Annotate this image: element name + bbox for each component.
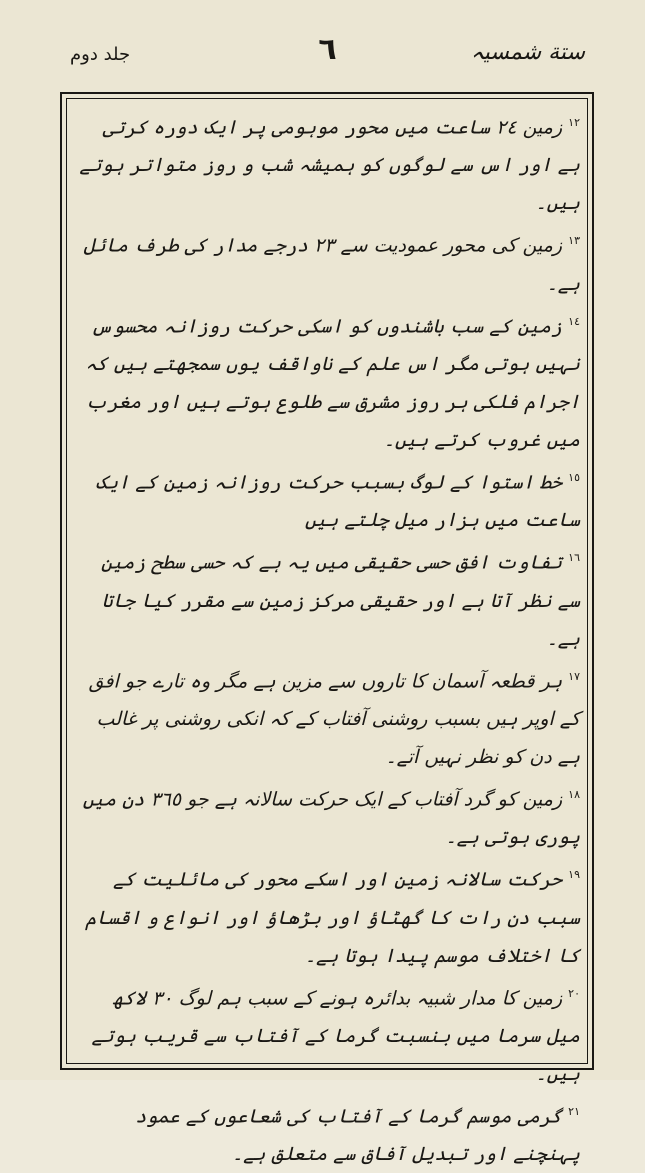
paragraph-text: تفاوت افق حسی حقیقی میں یہ ہے کہ حسی سطح زمین سے نظر آتا ہے اور حقیقی مرکز زمین سے مقرر کیا جاتا ہے۔ bbox=[100, 551, 580, 650]
paragraph-text: زمین کی محور عمودیت سے ٢٣ درجے مدار کی طرف مائل ہے۔ bbox=[83, 234, 580, 295]
body-text bbox=[78, 104, 580, 1173]
paragraph-number: ١٦ bbox=[568, 551, 580, 565]
paragraph-text: زمین کا مدار شبیہ بدائرہ ہونے کے سبب ہم لوگ ٣٠ لاکھ میل سرما میں بنسبت گرما کے آفتاب سے قریب ہوتے ہیں۔ bbox=[91, 986, 580, 1085]
paragraph-21 bbox=[78, 1093, 580, 1173]
paragraph-text: زمین کے سب باشندوں کو اسکی حرکت روزانہ محسوس نہیں ہوتی مگر اس علم کے ناواقف یوں سمجھتے ہیں کہ اجرام فلکی ہر روز مشرق سے طلوع ہوتے ہیں اور مغرب میں غروب کرتے ہیں۔ bbox=[85, 314, 580, 451]
paragraph-number: ١٤ bbox=[568, 314, 580, 328]
paragraph-number: ٢١ bbox=[568, 1104, 580, 1118]
page-number: ٦ bbox=[318, 32, 337, 67]
paragraph-text: ہر قطعہ آسمان کا تاروں سے مزین ہے مگر وہ تارے جو افق کے اوپر ہیں بسبب روشنی آفتاب کے کہ انکی روشنی پر غالب ہے دن کو نظر نہیں آتے۔ bbox=[88, 669, 580, 768]
paragraph-number: ١٨ bbox=[568, 787, 580, 801]
paragraph-15 bbox=[78, 459, 580, 539]
paragraph-17 bbox=[78, 658, 580, 776]
paragraph-text: حرکت سالانہ زمین اور اسکے محور کی مائلیت کے سبب دن رات کا گھٹاؤ اور بڑھاؤ اور انواع و اقسام کا اختلاف موسم پیدا ہوتا ہے۔ bbox=[85, 868, 580, 967]
book-title: ستة شمسیہ bbox=[470, 40, 585, 65]
paragraph-number: ٢٠ bbox=[568, 986, 580, 1000]
paragraph-19 bbox=[78, 856, 580, 974]
paragraph-text: زمین ٢٤ ساعت میں محور موہومی پر ایک دورہ کرتی ہے اور اس سے لوگوں کو ہمیشہ شب و روز متواتر ہوتے ہیں۔ bbox=[79, 116, 580, 215]
paragraph-12 bbox=[78, 104, 580, 222]
page-header bbox=[70, 30, 585, 80]
paragraph-text: خط استوا کے لوگ بسبب حرکت روزانہ زمین کے ایک ساعت میں ہزار میل چلتے ہیں bbox=[95, 471, 580, 532]
paragraph-14 bbox=[78, 303, 580, 459]
paragraph-number: ١٩ bbox=[568, 868, 580, 882]
paragraph-13 bbox=[78, 222, 580, 302]
paragraph-20 bbox=[78, 975, 580, 1093]
paragraph-number: ١٢ bbox=[568, 116, 580, 129]
paragraph-number: ١٥ bbox=[568, 470, 580, 484]
paragraph-18 bbox=[78, 776, 580, 856]
paragraph-number: ١٣ bbox=[568, 234, 580, 248]
volume-label: جلد دوم bbox=[70, 44, 131, 65]
paragraph-16 bbox=[78, 539, 580, 657]
paragraph-text: زمین کو گرد آفتاب کے ایک حرکت سالانہ ہے جو ٣٦٥ دن میں پوری ہوتی ہے۔ bbox=[82, 788, 580, 849]
paragraph-number: ١٧ bbox=[568, 669, 580, 683]
paragraph-text: گرمی موسم گرما کے آفتاب کی شعاعوں کے عمود پہنچنے اور تبدیل آفاق سے متعلق ہے۔ bbox=[135, 1105, 580, 1166]
